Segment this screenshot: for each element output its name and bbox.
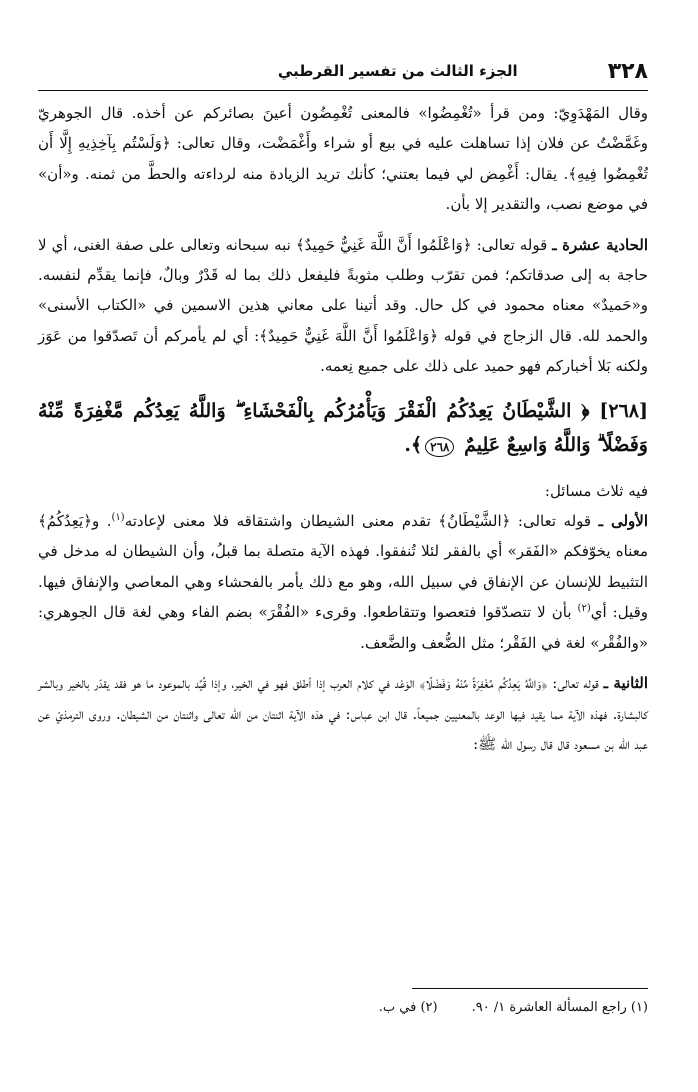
paragraph-text: وقال المَهْدَوِيّ: ومن قرأ «تُغْمِضُوا» فالمعنى تُغْمِضُون أعينَ بصائركم عن أخذه. قال الجوهريّ وغَمَّضْتُ عن فلان إذا تساهلت عليه في بيع أو شراء وأَغْمَضْت، وقال تعالى: ﴿وَلَسْتُم بِآخِذِيهِ إِلَّا أَن تُغْمِضُوا فِيهِ﴾. يقال: أَغْمِض لي فيما بعتني؛ كأنك تريد الزيادة منه لرداءته والحطَّ من ثمنه. و«أن» في موضع نصب، والتقدير إلا بأن. — [38, 104, 648, 214]
paragraph-text: قوله تعالى: ﴿الشَّيْطَانُ﴾ تقدم معنى الشيطان واشتقاقه فلا معنى لإعادته — [124, 512, 592, 531]
paragraph — [38, 98, 648, 220]
paragraph — [38, 230, 648, 382]
section-lead: الأولى ـ — [598, 512, 648, 531]
verse-number: [٢٦٨] — [599, 399, 648, 422]
paragraph-text: قوله تعالى: ﴿وَاللَّهُ يَعِدُكُم مَّغْفِرَةً مِّنْهُ وَفَضْلًا﴾ الوَعْد في كلام العرب إذا أطلق فهو في الخير، وإذا قُيِّد بالموعود ما هو فقد يقدّر بالخير وبالشر كالبشارة. فهذه الآية مما يقيد فيها الوعد بالمعنيين جميعاً. قال ابن عباس: في هذه الآية اثنتان من الله تعالى واثنتان من الشيطان. وروى الترمذيّ عن عبد الله بن مسعود قال قال رسول الله ﷺ: — [38, 674, 648, 753]
footnote-ref: (٢) — [577, 603, 591, 615]
paragraph-text: بأن لا تتصدّقوا فتعصوا وتتقاطعوا. وقرىء «الفُقْرَ» بضم الفاء وهي لغة قال الجوهري: «والفُقْر» لغة في الفَقْر؛ مثل الضُّعف والضَّعف. — [38, 603, 648, 652]
paragraph-text: قوله تعالى: ﴿وَاعْلَمُوا أَنَّ اللَّهَ غَنِيٌّ حَمِيدٌ﴾ نبه سبحانه وتعالى على صفة الغنى، أي لا حاجة به إلى صدقاتكم؛ فمن تقرّب وطلب مثوبةً فليفعل ذلك بما له قَدْرٌ وبالٌ، فإنما يقدِّم لنفسه. و«حَميدٌ» معناه محمود في كل حال. وقد أتينا على معاني هذين الاسمين في «الكتاب الأسنى» والحمد لله. قال الزجاج في قوله ﴿وَاعْلَمُوا أَنَّ اللَّهَ غَنِيٌّ حَمِيدٌ﴾: أي لم يأمركم أن تَصدّقوا من عَوَز ولكنه بَلا أخباركم فهو حميد على ذلك على جميع نِعمه. — [38, 235, 648, 376]
section-lead: الحادية عشرة ـ — [552, 235, 648, 254]
ayah-end-mark: ٢٦٨ — [425, 437, 454, 457]
footnotes — [38, 1000, 648, 1015]
paragraph-text: . و﴿يَعِدُكُمُ﴾ معناه يخوّفكم «الفَقر» أي بالفقر لئلا تُنفقوا. فهذه الآية متصلة بما قبلُ، وأن الشيطان له مدخل في التثبيط للإنسان عن الإنفاق في سبيل الله، وهو مع ذلك يأمر بالفحشاء وهي المعاصي والإنفاق فيها. وقيل: أي — [38, 512, 649, 622]
paragraph — [38, 668, 648, 759]
footnote: (١) راجع المسألة العاشرة ١/ ٩٠. — [471, 1000, 648, 1015]
footnote-divider — [412, 988, 648, 989]
footnote-ref: (١) — [111, 512, 125, 524]
verse-text: ﴿ الشَّيْطَانُ يَعِدُكُمُ الْفَقْرَ وَيَأْمُرُكُم بِالْفَحْشَاءِ ۖ وَاللَّهُ يَعِدُكُم مَّغْفِرَةً مِّنْهُ وَفَضْلًا ۗ وَاللَّهُ وَاسِعٌ عَلِيمٌ — [38, 399, 648, 456]
verse-closing: ﴾. — [404, 433, 423, 456]
paragraph — [38, 506, 648, 658]
page-number: ٣٢٨ — [607, 58, 648, 84]
footnote: (٢) في ب. — [378, 1000, 438, 1015]
page-body — [38, 98, 648, 759]
quran-verse — [38, 394, 648, 462]
masail-intro: فيه ثلاث مسائل: — [544, 481, 648, 500]
section-lead: الثانية ـ — [603, 674, 648, 693]
running-title: الجزء الثالث من تفسير القرطبي — [277, 62, 518, 80]
page-header — [38, 56, 648, 86]
header-divider — [38, 90, 648, 91]
